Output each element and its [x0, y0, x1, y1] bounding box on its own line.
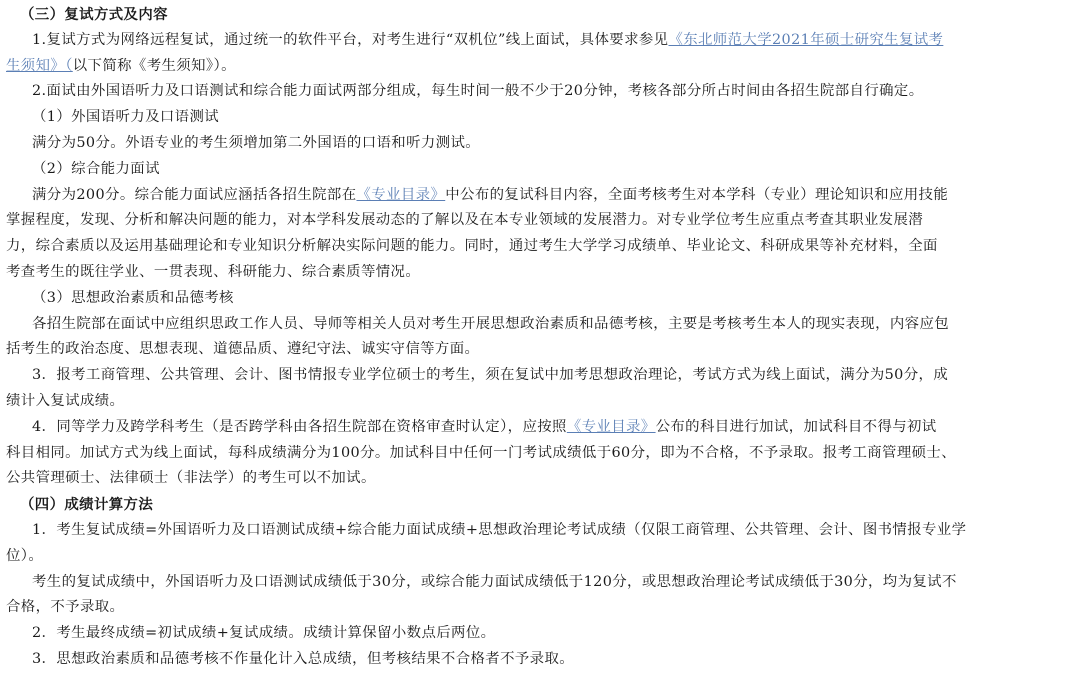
exam-notice-link[interactable]: 《东北师范大学2021年硕士研究生复试考 [668, 31, 944, 48]
subsection-2-text: 满分为200分。综合能力面试应涵括各招生院部在 [32, 186, 357, 203]
catalog-link-2[interactable]: 《专业目录》 [566, 418, 656, 435]
subsection-3-line-1: 各招生院部在面试中应组织思政工作人员、导师等相关人员对考生开展思想政治素质和品德考核，主要是考核考生本人的现实表现，内容应包 [32, 315, 950, 332]
paragraph-4-line-1 [6, 415, 1074, 441]
paragraph-1-line-2 [6, 54, 1074, 80]
paragraph-4-text-cont: 公布的科目进行加试，加试科目不得与初试 [655, 418, 937, 435]
section-heading-3: （三）复试方式及内容 [20, 6, 168, 23]
paragraph-1-tail: 以下简称《考生须知》）。 [72, 57, 236, 74]
paragraph-1-text: 1.复试方式为网络远程复试，通过统一的软件平台，对考生进行“双机位”线上面试，具体要求参见 [32, 31, 669, 48]
subsection-2-line-3: 力，综合素质以及运用基础理论和专业知识分析解决实际问题的能力。同时，通过考生大学学习成绩单、毕业论文、科研成果等补充材料，全面 [6, 238, 938, 255]
subsection-3-title: （3）思想政治素质和品德考核 [32, 289, 234, 306]
score-item-1-line-1: 1．考生复试成绩=外国语听力及口语测试成绩+综合能力面试成绩+思想政治理论考试成绩（仅限工商管理、公共管理、会计、图书情报专业学 [32, 521, 967, 538]
subsection-2-title: （2）综合能力面试 [32, 160, 160, 177]
score-item-1-line-3: 考生的复试成绩中，外国语听力及口语测试成绩低于30分，或综合能力面试成绩低于120分，或思想政治理论考试成绩低于30分，均为复试不 [32, 573, 957, 590]
subsection-1-text: 满分为50分。外语专业的考生须增加第二外国语的口语和听力测试。 [32, 134, 481, 151]
score-item-1-line-4: 合格，不予录取。 [6, 599, 125, 616]
catalog-link[interactable]: 《专业目录》 [356, 186, 446, 203]
subsection-2-line-4: 考查考生的既往学业、一贯表现、科研能力、综合素质等情况。 [6, 263, 421, 280]
paragraph-3-line-2: 绩计入复试成绩。 [6, 392, 125, 409]
subsection-3-line-2: 括考生的政治态度、思想表现、道德品质、遵纪守法、诚实守信等方面。 [6, 341, 480, 358]
subsection-1-title: （1）外国语听力及口语测试 [32, 109, 220, 126]
paragraph-3-line-1: 3．报考工商管理、公共管理、会计、图书情报专业学位硕士的考生，须在复试中加考思想政治理论，考试方式为线上面试，满分为50分，成 [32, 367, 949, 384]
paragraph-4-text: 4．同等学力及跨学科考生（是否跨学科由各招生院部在资格审查时认定），应按照 [32, 418, 567, 435]
paragraph-4-line-3: 公共管理硕士、法律硕士（非法学）的考生可以不加试。 [6, 470, 376, 487]
paragraph-2: 2.面试由外国语听力及口语测试和综合能力面试两部分组成，每生时间一般不少于20分钟，考核各部分所占时间由各招生院部自行确定。 [32, 83, 924, 100]
subsection-2-line-1 [6, 183, 1074, 209]
score-item-2: 2．考生最终成绩=初试成绩+复试成绩。成绩计算保留小数点后两位。 [32, 625, 496, 642]
exam-notice-link-cont[interactable]: 生须知》（ [6, 57, 73, 74]
section-heading-4: （四）成绩计算方法 [20, 496, 154, 514]
score-item-3: 3．思想政治素质和品德考核不作量化计入总成绩，但考核结果不合格者不予录取。 [32, 650, 575, 667]
paragraph-1-line-1 [6, 28, 1074, 54]
score-item-1-line-2: 位）。 [6, 547, 44, 564]
paragraph-4-line-2: 科目相同。加试方式为线上面试，每科成绩满分为100分。加试科目中任何一门考试成绩低于60分，即为不合格，不予录取。报考工商管理硕士、 [6, 444, 957, 461]
subsection-2-line-2: 掌握程度，发现、分析和解决问题的能力，对本学科发展动态的了解以及在本专业领域的发展潜力。对专业学位考生应重点考查其职业发展潜 [6, 212, 924, 229]
subsection-2-text-cont: 中公布的复试科目内容，全面考核考生对本学科（专业）理论知识和应用技能 [445, 186, 949, 203]
